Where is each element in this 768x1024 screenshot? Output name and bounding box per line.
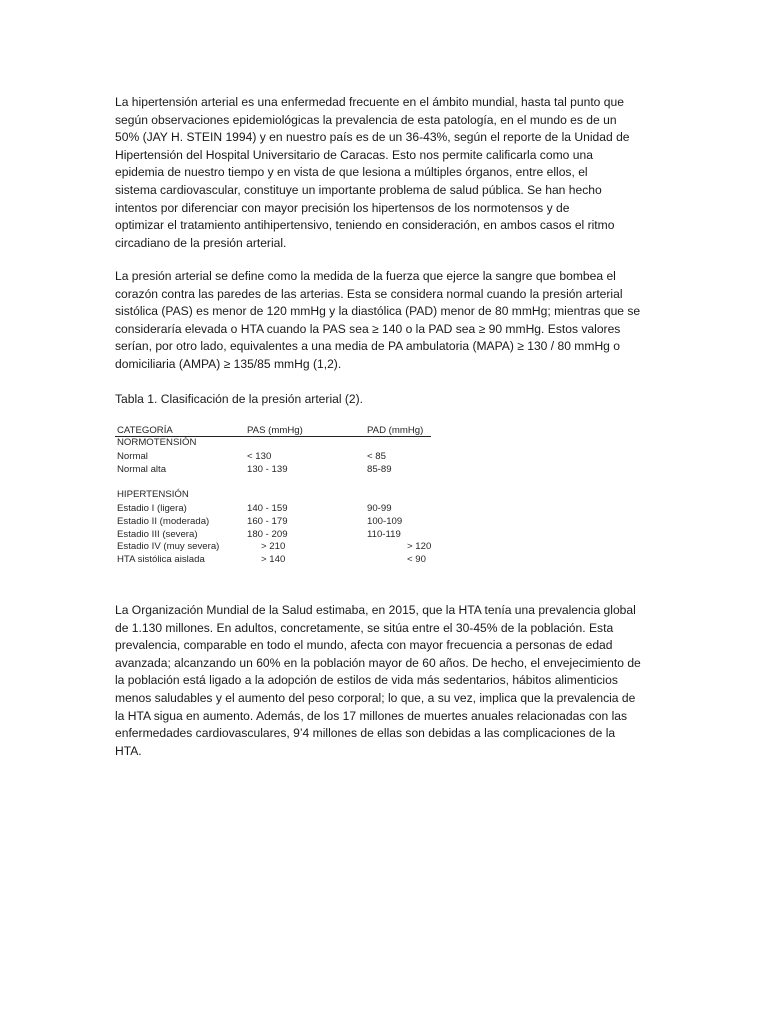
text-line: consideraría elevada o HTA cuando la PAS sea ≥ 140 o la PAD sea ≥ 90 mmHg. Estos valores — [115, 321, 621, 336]
text-line: la HTA sigua en aumento. Además, de los 17 millones de muertes anuales relacionadas con las — [115, 708, 628, 723]
row-pad: < 85 — [367, 451, 386, 462]
table-row — [115, 516, 445, 527]
row-category: Normal alta — [117, 464, 167, 475]
text-line: serían, por otro lado, equivalentes a una media de PA ambulatoria (MAPA) ≥ 130 / 80 mmHg o — [115, 339, 620, 354]
paragraph-presion-definicion — [115, 268, 655, 374]
text-line: la población está ligado a la adopción de estilos de vida más sedentarios, hábitos alimenticios — [115, 673, 618, 688]
text-line: epidemia de nuestro tiempo y en vista de que lesiona a múltiples órganos, entre ellos, el — [115, 165, 588, 180]
text-line: prevalencia, comparable en todo el mundo, afecta con mayor frecuencia a personas de edad — [115, 638, 613, 653]
text-line: enfermedades cardiovasculares, 9’4 millones de ellas son debidas a las complicaciones de la — [115, 726, 616, 741]
row-pad: > 120 — [407, 541, 432, 552]
row-pas: > 140 — [261, 554, 286, 565]
table-row — [115, 541, 445, 552]
table-row — [115, 529, 445, 540]
row-pas: 160 - 179 — [247, 516, 288, 527]
row-pad: < 90 — [407, 554, 426, 565]
section-hipertension — [115, 489, 445, 500]
row-pas: < 130 — [247, 451, 272, 462]
row-pas: 140 - 159 — [247, 503, 288, 514]
header-pad: PAD (mmHg) — [367, 425, 424, 436]
row-category: HTA sistólica aislada — [117, 554, 205, 565]
row-category: Normal — [117, 451, 148, 462]
text-line: La hipertensión arterial es una enfermedad frecuente en el ámbito mundial, hasta tal punto que — [115, 95, 624, 109]
header-pas: PAS (mmHg) — [247, 425, 303, 436]
text-line: Hipertensión del Hospital Universitario de Caracas. Esto nos permite calificarla como una — [115, 147, 593, 162]
text-line: menos saludables y el aumento del peso corporal; lo que, a su vez, implica que la prevalencia de — [115, 690, 636, 705]
text-line: La Organización Mundial de la Salud estimaba, en 2015, que la HTA tenía una prevalencia global — [115, 603, 636, 617]
section-label: NORMOTENSIÓN — [117, 437, 197, 448]
row-pas: 130 - 139 — [247, 464, 288, 475]
row-pad: 90-99 — [367, 503, 392, 514]
table-row — [115, 503, 445, 514]
text-line: corazón contra las paredes de las arterias. Esta se considera normal cuando la presión arterial — [115, 286, 623, 301]
row-pad: 110-119 — [367, 529, 401, 540]
row-category: Estadio III (severa) — [117, 529, 198, 540]
paragraph-hipertension-intro — [115, 94, 655, 252]
row-pad: 85-89 — [367, 464, 392, 475]
text-line: de 1.130 millones. En adultos, concretamente, se sitúa entre el 30-45% de la población. Esta — [115, 620, 614, 635]
text-line: 50% (JAY H. STEIN 1994) y en nuestro país es de un 36-43%, según el reporte de la Unidad de — [115, 130, 630, 145]
table-row — [115, 464, 445, 475]
table-header-row — [115, 425, 445, 436]
table-row — [115, 451, 445, 462]
row-pad: 100-109 — [367, 516, 403, 527]
header-categoria: CATEGORÍA — [117, 425, 173, 436]
table-caption — [115, 391, 655, 409]
row-category: Estadio I (ligera) — [117, 503, 187, 514]
paragraph-oms-prevalencia — [115, 602, 655, 760]
section-normotension — [115, 437, 445, 448]
row-category: Estadio II (moderada) — [117, 516, 210, 527]
text-line: circadiano de la presión arterial. — [115, 235, 287, 250]
text-line: optimizar el tratamiento antihipertensivo, teniendo en consideración, en ambos casos el ritmo — [115, 218, 615, 233]
text-line: La presión arterial se define como la medida de la fuerza que ejerce la sangre que bombea el — [115, 269, 616, 283]
row-category: Estadio IV (muy severa) — [117, 541, 220, 552]
row-pas: 180 - 209 — [247, 529, 288, 540]
text-line: avanzada; alcanzando un 60% en la población mayor de 60 años. De hecho, el envejecimiento de — [115, 655, 641, 670]
text-line: HTA. — [115, 743, 142, 758]
row-pas: > 210 — [261, 541, 286, 552]
text-line: domiciliaria (AMPA) ≥ 135/85 mmHg (1,2). — [115, 356, 342, 371]
caption-text: Tabla 1. Clasificación de la presión arterial (2). — [115, 392, 364, 406]
section-label: HIPERTENSIÓN — [117, 489, 189, 500]
text-line: sistólica (PAS) es menor de 120 mmHg y la diastólica (PAD) menor de 80 mmHg; mientras que se — [115, 304, 641, 319]
table-row — [115, 554, 445, 565]
text-line: sistema cardiovascular, constituye un importante problema de salud pública. Se han hecho — [115, 182, 602, 197]
text-line: según observaciones epidemiológicas la prevalencia de esta patología, en el mundo es de un — [115, 112, 617, 127]
text-line: intentos por diferenciar con mayor precisión los hipertensos de los normotensos y de — [115, 200, 570, 215]
